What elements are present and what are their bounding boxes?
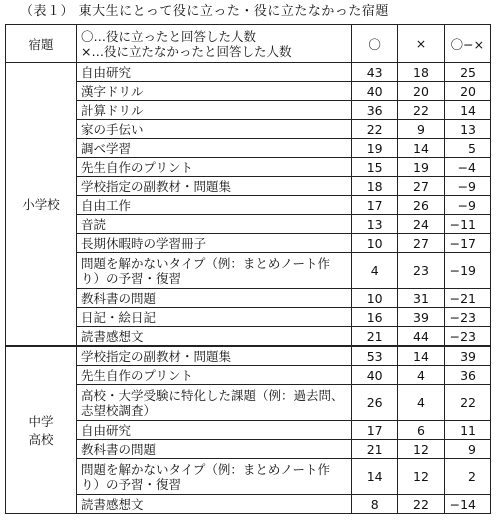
count-difference: 2 <box>444 459 490 495</box>
table-row <box>6 495 491 514</box>
homework-task: 長期休暇時の学習冊子 <box>77 234 352 253</box>
count-difference: −9 <box>444 177 490 196</box>
homework-task: 読書感想文 <box>77 327 352 347</box>
header-grade: 宿題 <box>6 25 77 63</box>
grade-label-text: 高校 <box>28 432 54 447</box>
count-useful: 21 <box>352 327 398 347</box>
count-difference: 13 <box>444 120 490 139</box>
count-difference: 20 <box>444 82 490 101</box>
count-not-useful: 6 <box>398 421 444 440</box>
homework-task: 家の手伝い <box>77 120 352 139</box>
homework-task: 学校指定の副教材・問題集 <box>77 177 352 196</box>
count-difference: −4 <box>444 158 490 177</box>
count-useful: 14 <box>352 459 398 495</box>
count-not-useful: 22 <box>398 495 444 514</box>
homework-task: 漢字ドリル <box>77 82 352 101</box>
table-row <box>6 82 491 101</box>
header-row <box>6 25 491 63</box>
table-row <box>6 158 491 177</box>
count-useful: 15 <box>352 158 398 177</box>
count-useful: 17 <box>352 196 398 215</box>
table-row <box>6 63 491 82</box>
count-difference: 25 <box>444 63 490 82</box>
legend-x: ×…役に立たなかったと回答した人数 <box>81 43 292 59</box>
count-difference: 36 <box>444 366 490 385</box>
count-not-useful: 31 <box>398 289 444 308</box>
count-useful: 40 <box>352 366 398 385</box>
table-row <box>6 308 491 327</box>
count-useful: 16 <box>352 308 398 327</box>
count-difference: −23 <box>444 308 490 327</box>
table-row <box>6 346 491 366</box>
count-not-useful: 39 <box>398 308 444 327</box>
homework-task: 読書感想文 <box>77 495 352 514</box>
table-body <box>6 63 491 514</box>
count-useful: 21 <box>352 440 398 459</box>
count-not-useful: 18 <box>398 63 444 82</box>
count-useful: 4 <box>352 253 398 289</box>
count-useful: 40 <box>352 82 398 101</box>
count-not-useful: 4 <box>398 385 444 421</box>
count-useful: 8 <box>352 495 398 514</box>
table-row <box>6 215 491 234</box>
table-row <box>6 101 491 120</box>
count-not-useful: 14 <box>398 139 444 158</box>
table-row <box>6 327 491 347</box>
table-row <box>6 421 491 440</box>
homework-task: 自由研究 <box>77 421 352 440</box>
count-useful: 18 <box>352 177 398 196</box>
homework-task: 音読 <box>77 215 352 234</box>
count-useful: 10 <box>352 234 398 253</box>
count-difference: 14 <box>444 101 490 120</box>
homework-table <box>5 24 491 514</box>
grade-label-text: 中学 <box>28 414 54 429</box>
legend-o: 〇…役に立ったと回答した人数 <box>81 28 257 44</box>
count-difference: 5 <box>444 139 490 158</box>
count-not-useful: 22 <box>398 101 444 120</box>
homework-task: 自由工作 <box>77 196 352 215</box>
homework-task: 学校指定の副教材・問題集 <box>77 346 352 366</box>
table-row <box>6 177 491 196</box>
count-useful: 13 <box>352 215 398 234</box>
homework-task: 高校・大学受験に特化した課題（例：過去問、志望校調査） <box>77 385 352 421</box>
homework-task: 先生自作のプリント <box>77 158 352 177</box>
count-difference: −17 <box>444 234 490 253</box>
table-row <box>6 440 491 459</box>
table-row <box>6 234 491 253</box>
table-row <box>6 253 491 289</box>
count-not-useful: 20 <box>398 82 444 101</box>
count-not-useful: 27 <box>398 234 444 253</box>
header-diff: 〇−× <box>444 25 490 63</box>
header-o: 〇 <box>352 25 398 63</box>
table-title: （表１） 東大生にとって役に立った・役に立たなかった宿題 <box>20 4 389 19</box>
homework-task: 日記・絵日記 <box>77 308 352 327</box>
homework-task: 調べ学習 <box>77 139 352 158</box>
header-x: × <box>398 25 444 63</box>
table-row <box>6 366 491 385</box>
homework-task: 教科書の問題 <box>77 440 352 459</box>
header-legend <box>77 25 352 63</box>
count-difference: 11 <box>444 421 490 440</box>
count-difference: −14 <box>444 495 490 514</box>
count-not-useful: 23 <box>398 253 444 289</box>
count-not-useful: 9 <box>398 120 444 139</box>
table-row <box>6 139 491 158</box>
table-row <box>6 459 491 495</box>
count-difference: 9 <box>444 440 490 459</box>
count-not-useful: 44 <box>398 327 444 347</box>
grade-label <box>6 346 77 514</box>
homework-task: 教科書の問題 <box>77 289 352 308</box>
count-difference: −9 <box>444 196 490 215</box>
count-not-useful: 14 <box>398 346 444 366</box>
grade-label <box>6 63 77 347</box>
count-difference: −23 <box>444 327 490 347</box>
count-useful: 19 <box>352 139 398 158</box>
count-useful: 26 <box>352 385 398 421</box>
homework-task: 問題を解かないタイプ（例：まとめノート作り）の予習・復習 <box>77 459 352 495</box>
homework-task: 先生自作のプリント <box>77 366 352 385</box>
count-useful: 17 <box>352 421 398 440</box>
count-useful: 43 <box>352 63 398 82</box>
count-difference: −21 <box>444 289 490 308</box>
count-useful: 22 <box>352 120 398 139</box>
count-not-useful: 27 <box>398 177 444 196</box>
homework-task: 問題を解かないタイプ（例：まとめノート作り）の予習・復習 <box>77 253 352 289</box>
count-not-useful: 19 <box>398 158 444 177</box>
count-useful: 53 <box>352 346 398 366</box>
count-not-useful: 26 <box>398 196 444 215</box>
table-row <box>6 289 491 308</box>
count-useful: 10 <box>352 289 398 308</box>
table-row <box>6 196 491 215</box>
count-not-useful: 12 <box>398 440 444 459</box>
count-difference: −19 <box>444 253 490 289</box>
table-row <box>6 385 491 421</box>
count-difference: 22 <box>444 385 490 421</box>
count-difference: −11 <box>444 215 490 234</box>
homework-task: 計算ドリル <box>77 101 352 120</box>
count-not-useful: 24 <box>398 215 444 234</box>
count-useful: 36 <box>352 101 398 120</box>
count-difference: 39 <box>444 346 490 366</box>
table-row <box>6 120 491 139</box>
homework-task: 自由研究 <box>77 63 352 82</box>
grade-label-text: 小学校 <box>22 197 60 212</box>
count-not-useful: 12 <box>398 459 444 495</box>
count-not-useful: 4 <box>398 366 444 385</box>
